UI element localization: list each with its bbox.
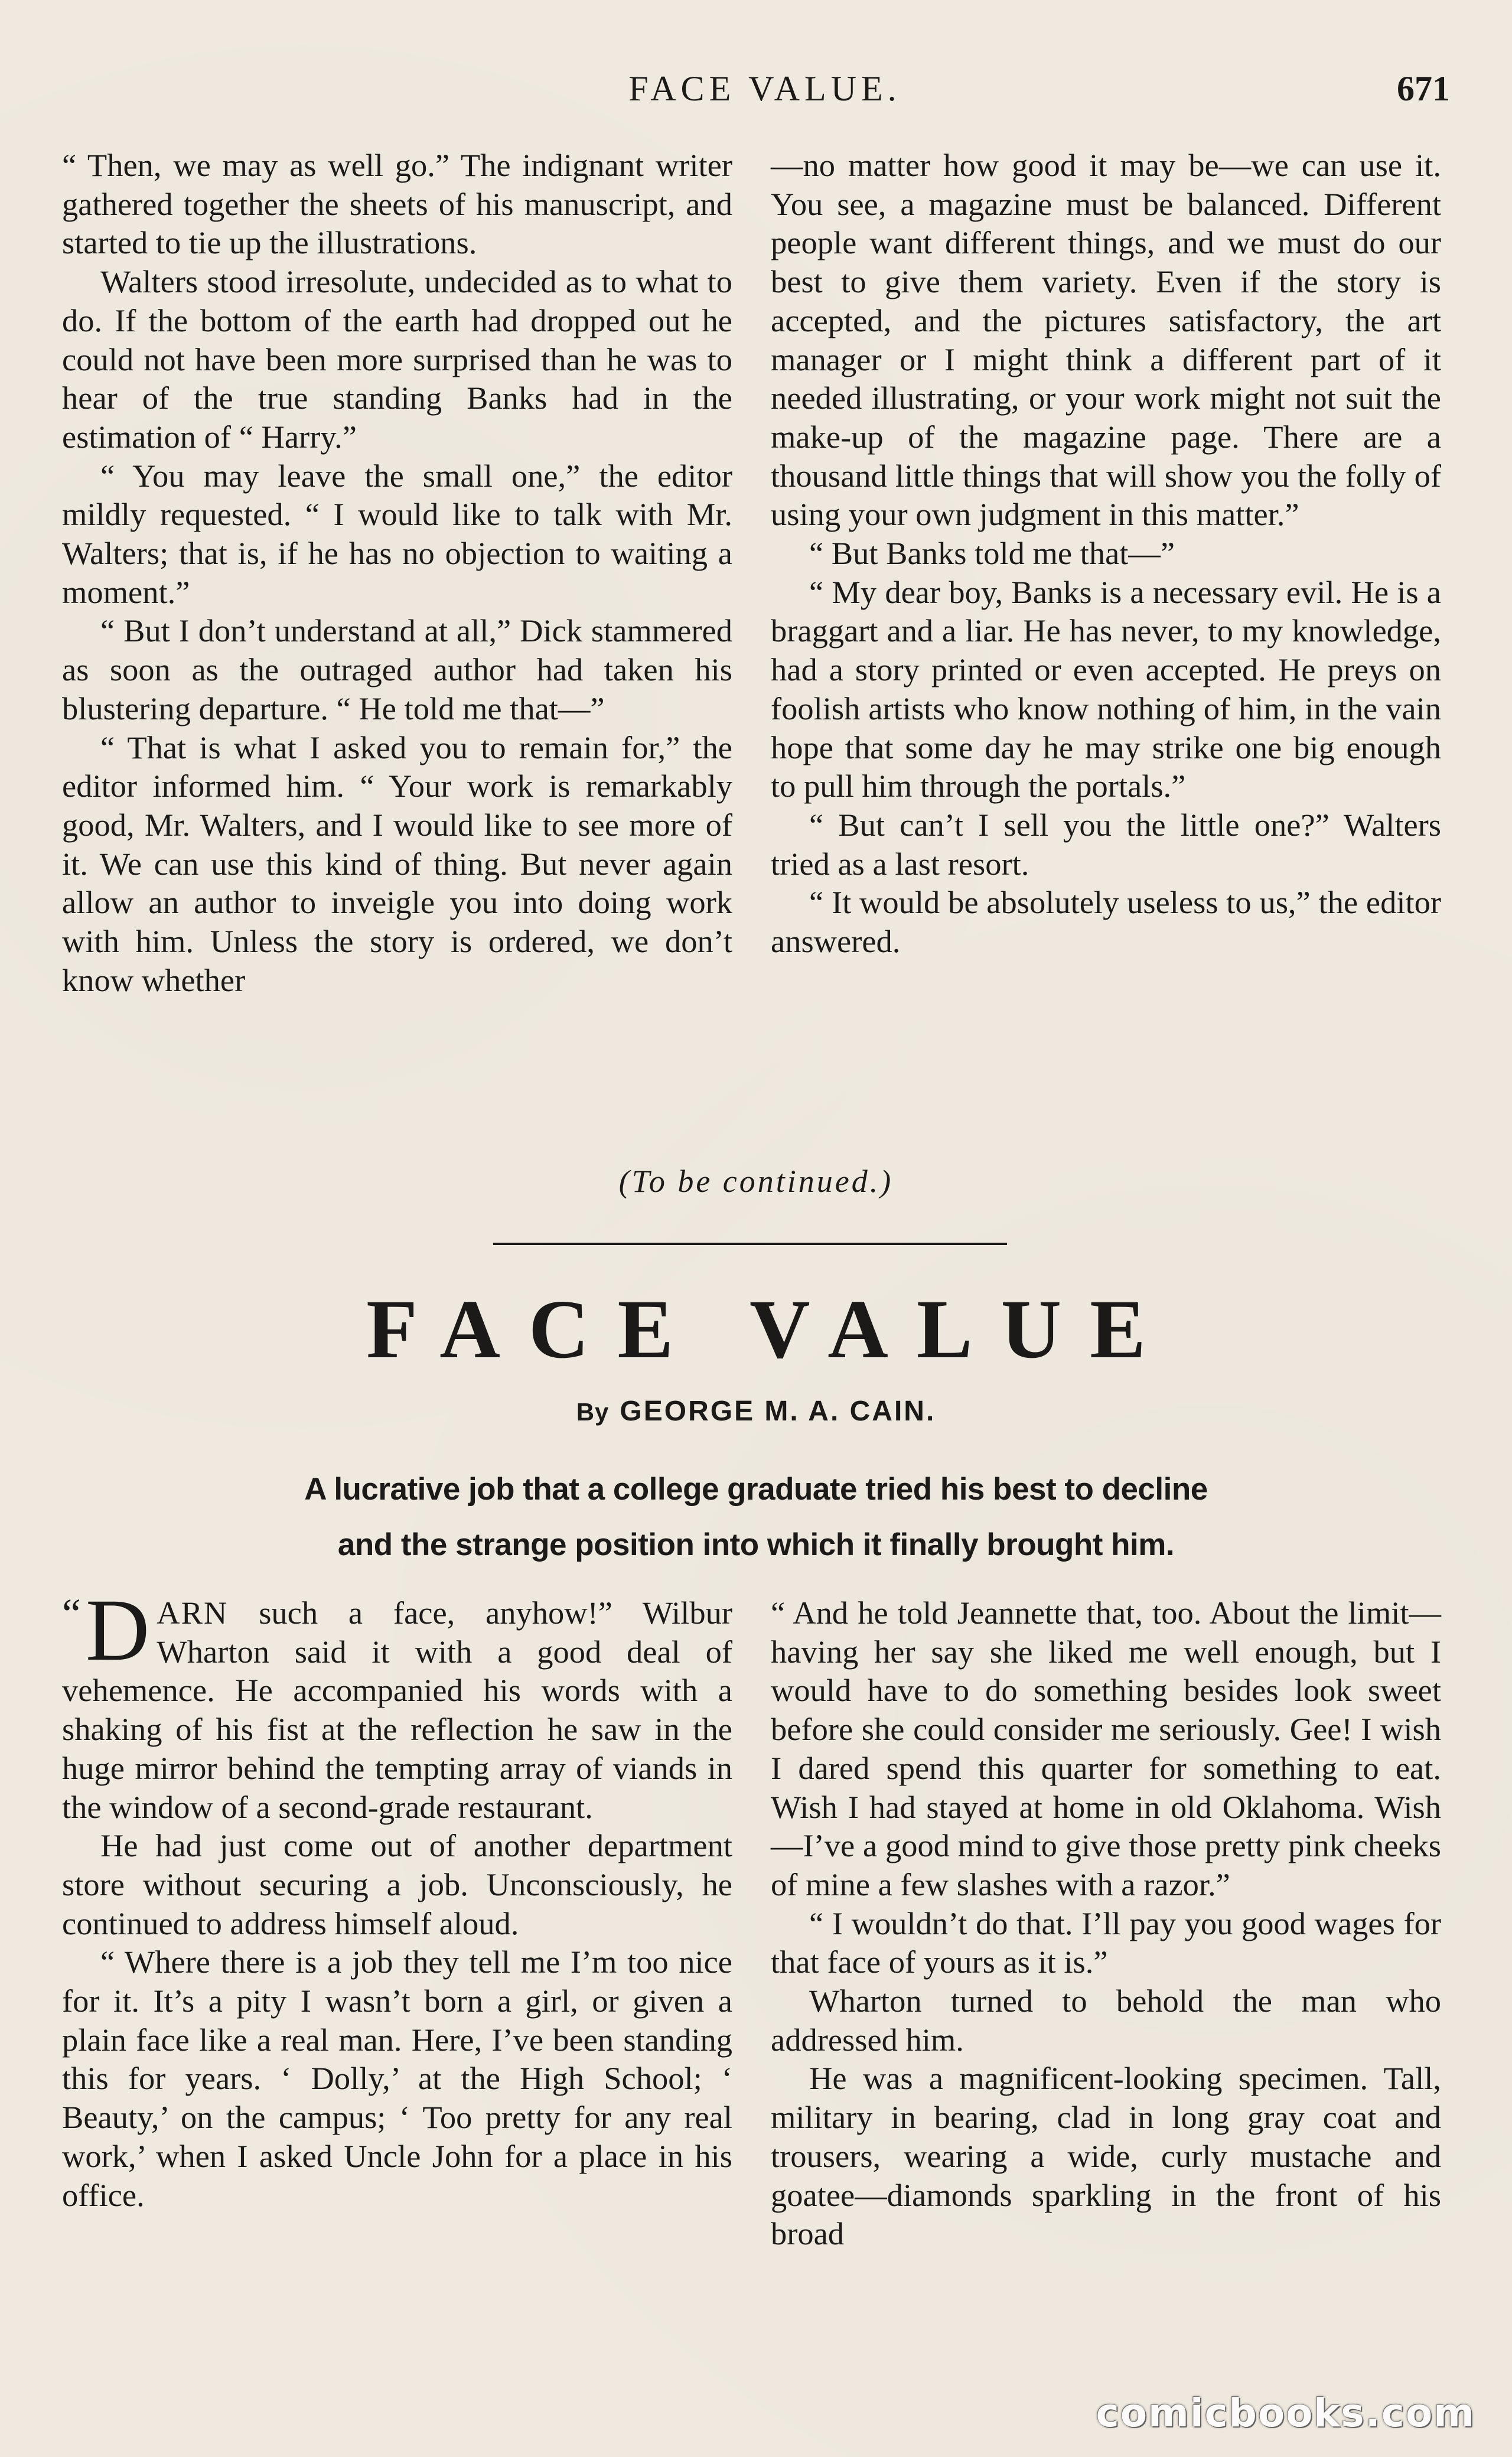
previous-story-left-column <box>62 146 732 999</box>
paragraph: Walters stood irresolute, undecided as to what to do. If the bottom of the earth had dropped out he could not have been more surprised than he was to hear of the true standing Banks had in the estimation of “ Harry.” <box>62 263 732 455</box>
paragraph: “ My dear boy, Banks is a necessary evil. He is a braggart and a liar. He has never, to my knowledge, had a story printed or even accepted. He preys on foolish artists who know nothing of him, in the vain hope that some day he may strike one big enough to pull him through the portals.” <box>771 573 1441 804</box>
paragraph: “ It would be absolutely useless to us,” the editor answered. <box>771 884 1441 960</box>
opening-smallcaps: ARN <box>157 1595 229 1631</box>
section-divider <box>493 1243 1007 1245</box>
subhead-line: A lucrative job that a college graduate tried his best to decline <box>304 1472 1208 1507</box>
paragraph: He had just come out of another department store without securing a job. Unconsciously, he continued to address himself aloud. <box>62 1827 732 1941</box>
running-head <box>0 65 1512 112</box>
paragraph: “ Where there is a job they tell me I’m too nice for it. It’s a pity I wasn’t born a girl, or given a plain face like a real man. Here, I’ve been standing this for years. ‘ Dolly,’ at the High School; ‘ Beauty,’ on the campus; ‘ Too pretty for any real work,’ when I asked Uncle John for a place in his office. <box>62 1944 732 2213</box>
story-title: FACE VALUE <box>366 1282 1174 1376</box>
story-subhead <box>248 1462 1264 1573</box>
byline-prefix: By <box>576 1398 610 1426</box>
page-number: 671 <box>1397 69 1450 108</box>
paragraph: “ But Banks told me that—” <box>809 535 1175 572</box>
paragraph: “ And he told Jeannette that, too. About the limit—having her say she liked me well enough, but I would have to do something besides look sweet before she could consider me seriously. Gee! I wish I dared spend this quarter for something to eat. Wish I had stayed at home in old Oklahoma. Wish—I’ve a good mind to give those pretty pink cheeks of mine a few slashes with a razor.” <box>771 1595 1441 1902</box>
new-story-left-column <box>62 1581 732 2214</box>
paragraph: He was a magnificent-looking specimen. Tall, military in bearing, clad in long gray coat and trousers, wearing a wide, curly mustache and goatee—diamonds sparkling in the front of his broad <box>771 2060 1441 2252</box>
new-story-right-column <box>771 1594 1441 2253</box>
opening-paragraph <box>62 1581 732 1826</box>
author-name: GEORGE M. A. CAIN. <box>620 1396 936 1427</box>
paragraph: “ But can’t I sell you the little one?” Walters tried as a last resort. <box>771 806 1441 882</box>
drop-cap-letter: D <box>85 1581 150 1679</box>
running-title: FACE VALUE. <box>628 69 901 108</box>
paragraph: —no matter how good it may be—we can use it. You see, a magazine must be balanced. Different people want different things, and we must do our best to give them variety. Even if the story is accepted, and the pictures satisfactory, the art manager or I might think a different part of it needed illustrating, or your work might not suit the make-up of the magazine page. There are a thousand little things that will show you the folly of using your own judgment in this matter.” <box>771 147 1441 533</box>
paragraph: “ That is what I asked you to remain for,” the editor informed him. “ Your work is remarkably good, Mr. Walters, and I would like to see more of it. We can use this kind of thing. But never again allow an author to inveigle you into doing work with him. Unless the story is ordered, we don’t know whether <box>62 729 732 998</box>
opening-text: such a face, anyhow!” Wilbur Wharton said it with a good deal of vehemence. He accompanied his words with a shaking of his fist at the reflection he saw in the huge mirror behind the tempting array of viands in the window of a second-grade restaurant. <box>62 1595 732 1825</box>
paragraph: “ But I don’t understand at all,” Dick stammered as soon as the outraged author had taken his blustering departure. “ He told me that—” <box>62 612 732 726</box>
continued-note: (To be continued.) <box>618 1164 894 1199</box>
site-watermark: comicbooks.com <box>1096 2390 1475 2436</box>
byline <box>0 1391 1512 1433</box>
subhead-line: and the strange position into which it finally brought him. <box>337 1527 1175 1562</box>
paragraph: Wharton turned to behold the man who addressed him. <box>771 1983 1441 2058</box>
opening-quote-mark: “ <box>62 1590 81 1637</box>
paragraph: “ You may leave the small one,” the editor mildly requested. “ I would like to talk with Mr. Walters; that is, if he has no objection to waiting a moment.” <box>62 457 732 610</box>
paragraph: “ Then, we may as well go.” The indignant writer gathered together the sheets of his manuscript, and started to tie up the illustrations. <box>62 147 732 261</box>
paragraph: “ I wouldn’t do that. I’ll pay you good wages for that face of yours as it is.” <box>771 1905 1441 1980</box>
previous-story-right-column <box>771 146 1441 961</box>
